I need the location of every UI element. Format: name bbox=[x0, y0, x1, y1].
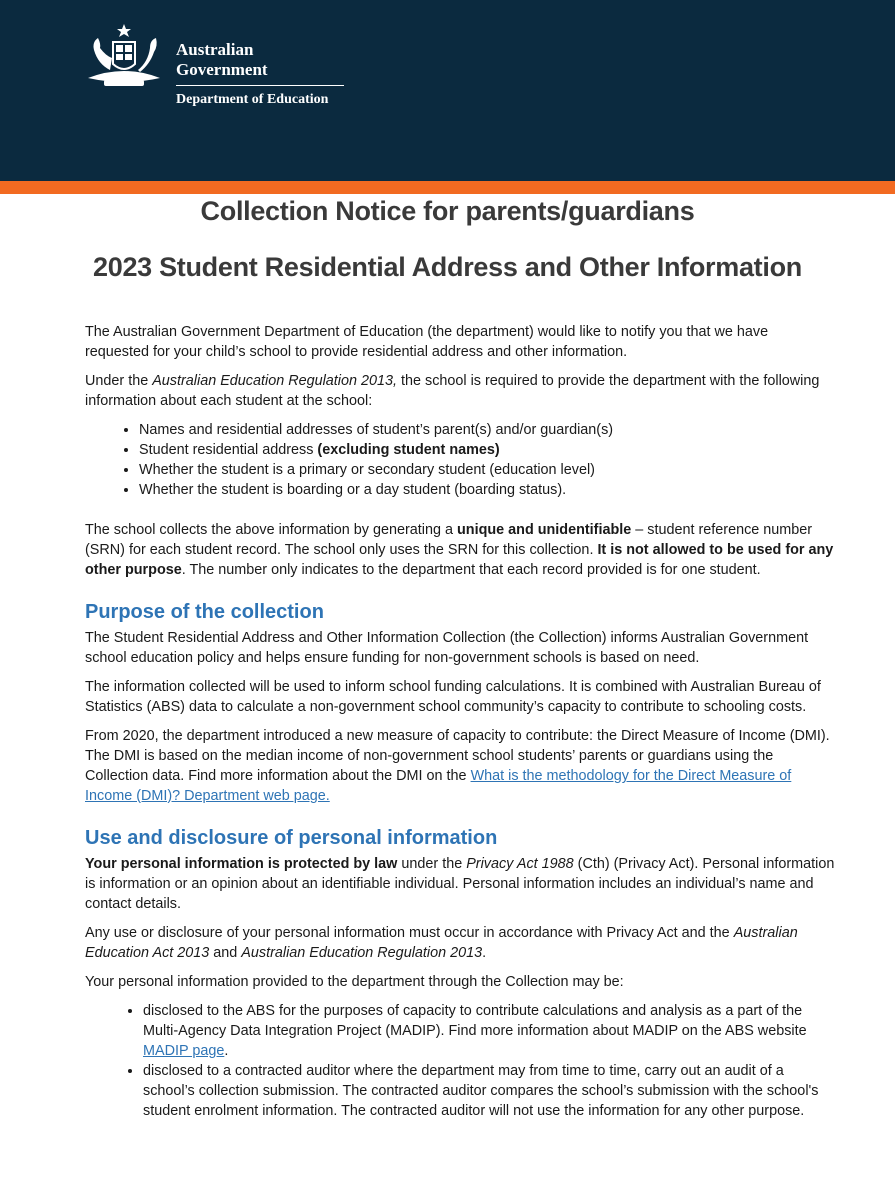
intro-paragraph-2: Under the Australian Education Regulation 2013, the school is required to provide the department with the following information about each student at the school: bbox=[85, 373, 820, 409]
intro-paragraph-3: The school collects the above information by generating a unique and unidentifiable – student reference number (SRN) for each student record. The school only uses the SRN for this collection. It is not allowed to be used for any other purpose. The number only indicates to the department that each record provided is for one student. bbox=[85, 522, 834, 578]
use-paragraph-1: Your personal information is protected by law under the Privacy Act 1988 (Cth) (Privacy Act). Personal information is information or an opinion about an identifiable individual. Personal information includes an individual’s name and contact details. bbox=[85, 856, 835, 912]
list-item: • disclosed to the ABS for the purposes of capacity to contribute calculations and analysis as a part of the Multi-Agency Data Integration Project (MADIP). Find more information about MADIP on the ABS website MADIP page. bbox=[143, 1001, 835, 1061]
use-heading: Use and disclosure of personal information bbox=[85, 827, 498, 849]
government-name: Australian Government bbox=[176, 40, 344, 86]
page-header bbox=[0, 0, 895, 194]
coat-of-arms-icon bbox=[80, 22, 168, 90]
use-paragraph-2: Any use or disclosure of your personal information must occur in accordance with Privacy Act and the Australian Education Act 2013 and Australian Education Regulation 2013. bbox=[85, 925, 798, 961]
purpose-paragraph-3: From 2020, the department introduced a new measure of capacity to contribute: the Direct Measure of Income (DMI). The DMI is based on the median income of non-government school students’ parents or guardians using the Collection data. Find more information about the DMI on the What is the methodology for the Direct Measure of Income (DMI)? Department web page. bbox=[85, 728, 830, 804]
document-body bbox=[85, 322, 835, 1130]
dmi-methodology-link[interactable]: What is the methodology for the Direct Measure of Income (DMI)? Department web page. bbox=[85, 768, 792, 804]
madip-link[interactable]: MADIP page bbox=[143, 1043, 225, 1059]
purpose-paragraph-2: The information collected will be used to inform school funding calculations. It is combined with Australian Bureau of Statistics (ABS) data to calculate a non-government school community’s capacity to contribute to schooling costs. bbox=[85, 679, 821, 715]
list-item: • Whether the student is boarding or a day student (boarding status). bbox=[139, 480, 835, 500]
list-item: • disclosed to a contracted auditor where the department may from time to time, carry out an audit of a school’s collection submission. The contracted auditor compares the school’s submission with the school's student enrolment information. The contracted auditor will not use the information for any other purpose. bbox=[143, 1061, 835, 1121]
document-title: Collection Notice for parents/guardians bbox=[200, 196, 695, 226]
list-item: • Names and residential addresses of student’s parent(s) and/or guardian(s) bbox=[139, 420, 835, 440]
use-paragraph-3: Your personal information provided to the department through the Collection may be: bbox=[85, 974, 624, 990]
document-subtitle: 2023 Student Residential Address and Other Information bbox=[93, 252, 802, 282]
information-list bbox=[85, 420, 835, 500]
purpose-paragraph-1: The Student Residential Address and Other Information Collection (the Collection) informs Australian Government school education policy and helps ensure funding for non-government schools is based on need. bbox=[85, 630, 809, 666]
department-name: Department of Education bbox=[176, 92, 329, 107]
list-item: • Student residential address (excluding student names) bbox=[139, 440, 835, 460]
intro-paragraph-1: The Australian Government Department of Education (the department) would like to notify you that we have requested for your child’s school to provide residential address and other information. bbox=[85, 324, 769, 360]
disclosure-list bbox=[85, 1001, 835, 1121]
list-item: • Whether the student is a primary or secondary student (education level) bbox=[139, 460, 835, 480]
purpose-heading: Purpose of the collection bbox=[85, 601, 324, 623]
